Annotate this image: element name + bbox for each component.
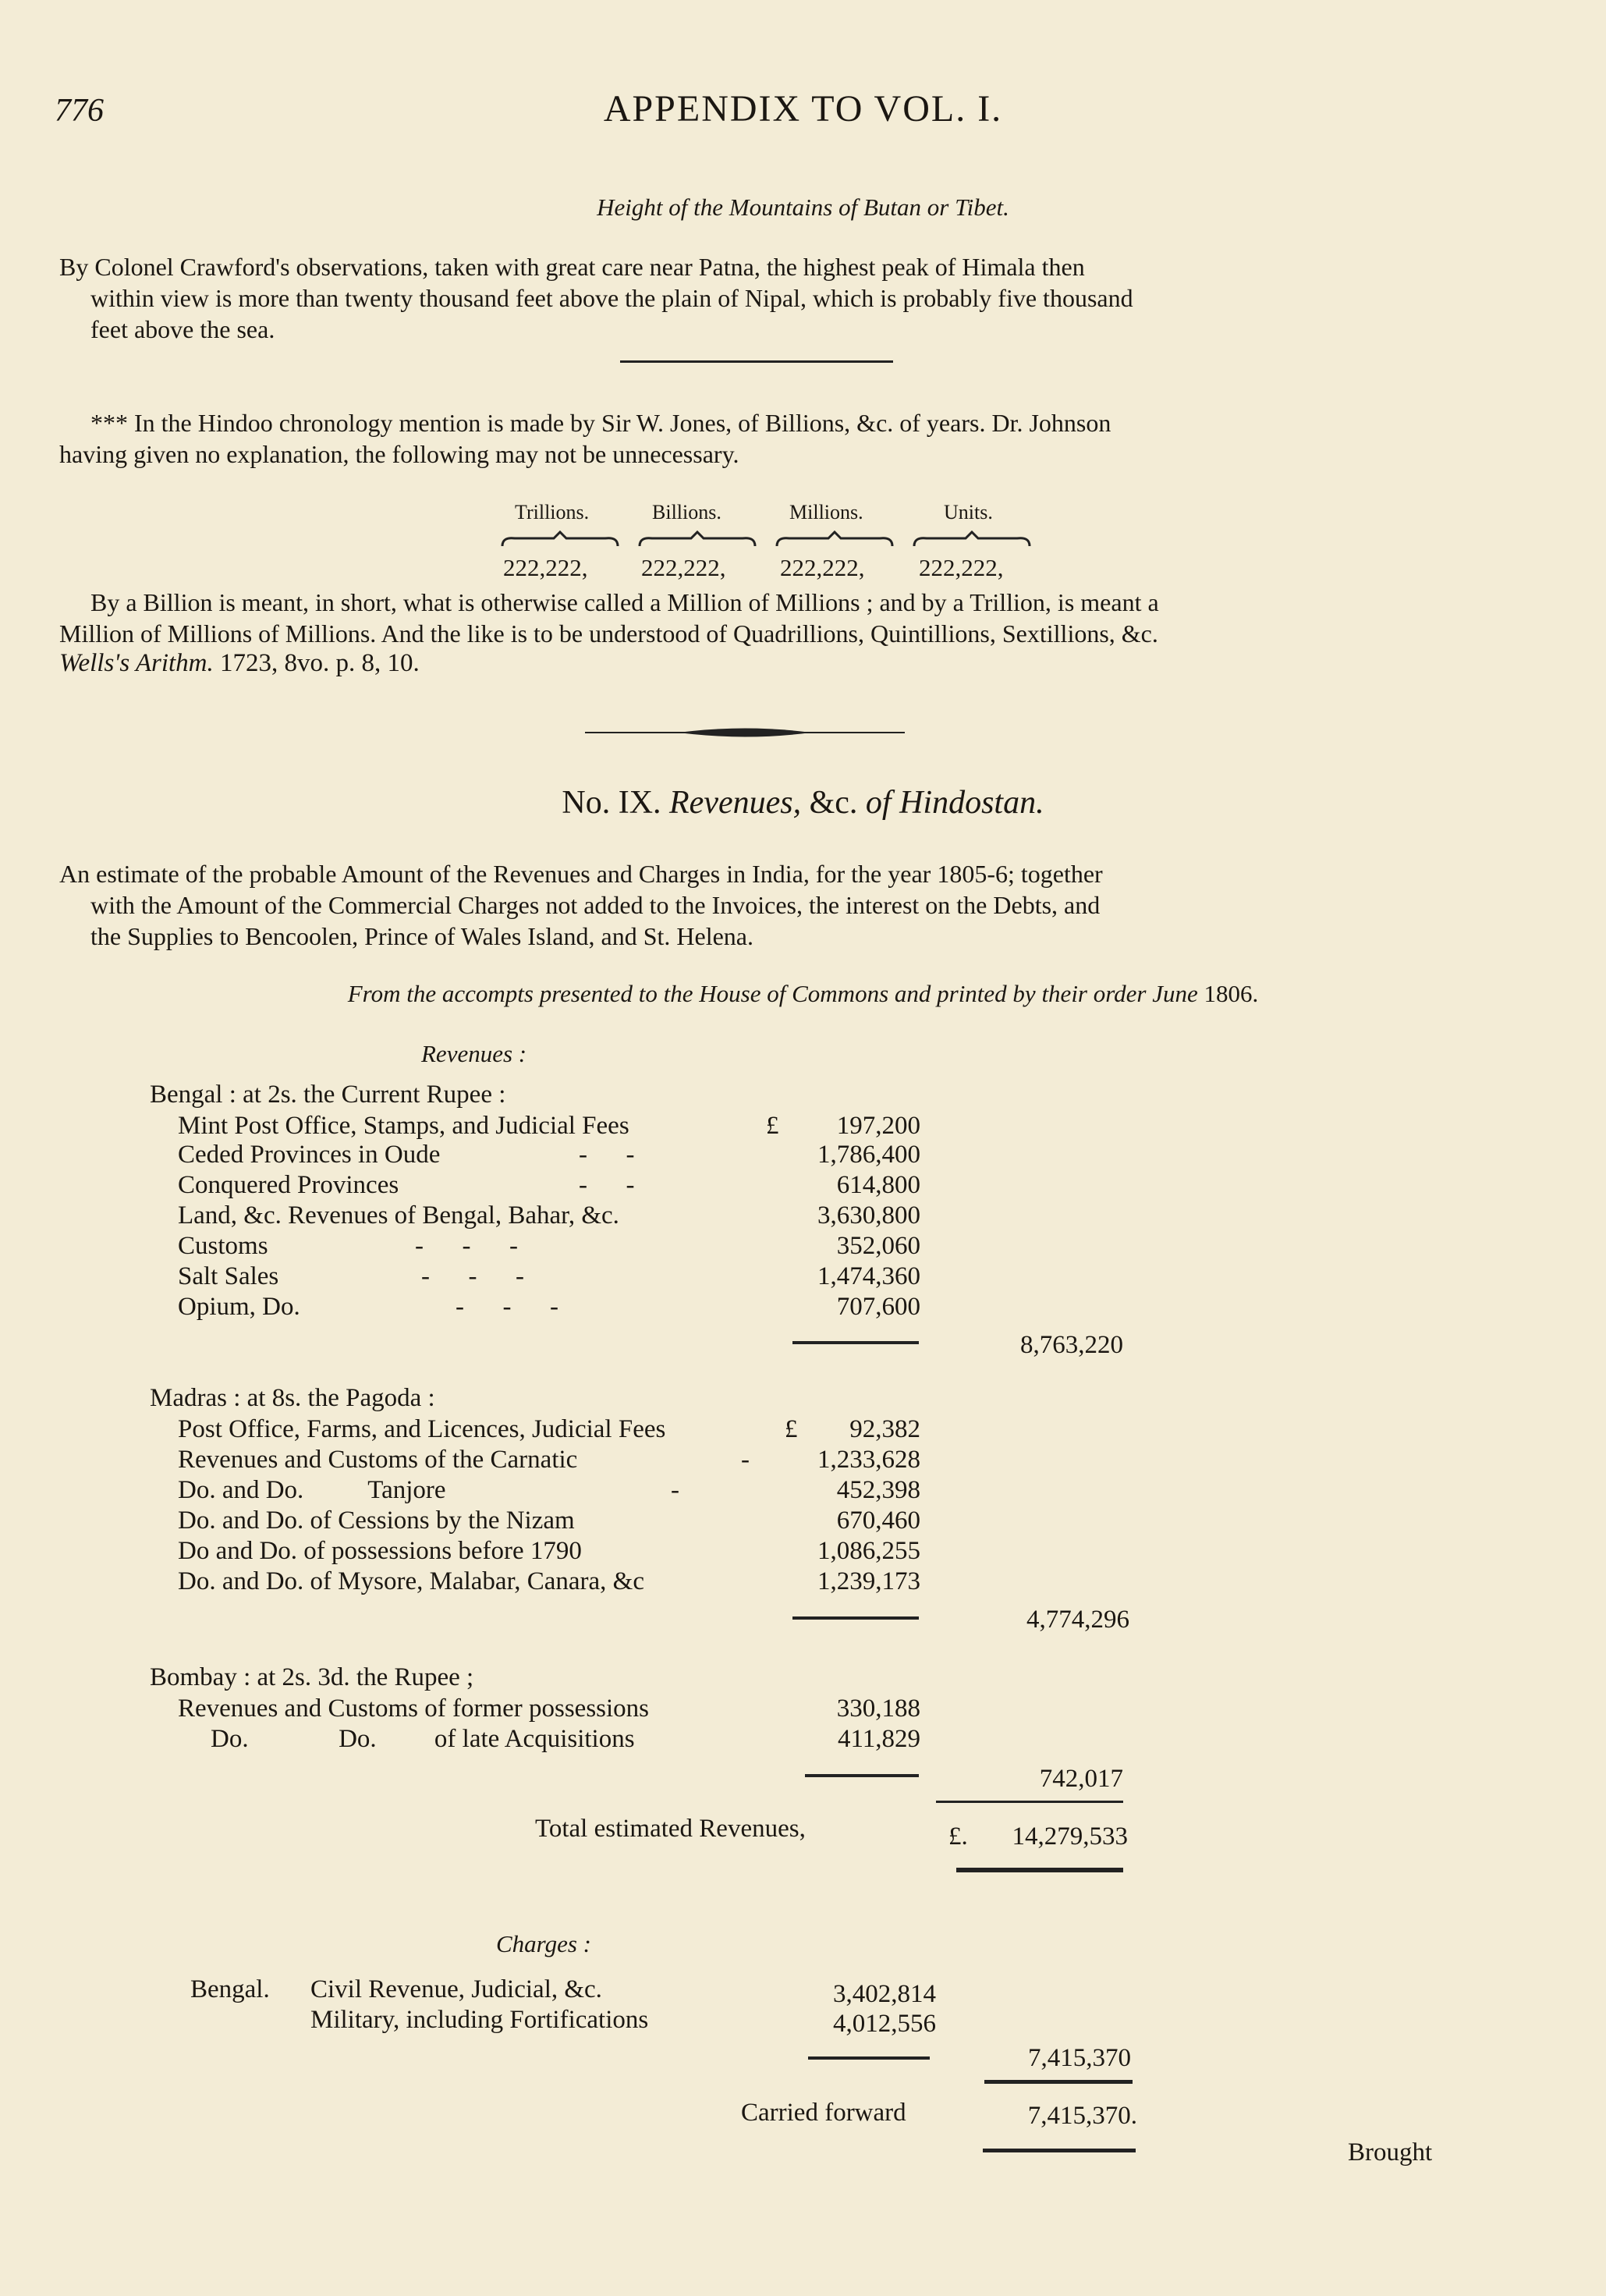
bengal-item-value: 614,800 — [836, 1171, 920, 1199]
madras-item-value: 452,398 — [836, 1476, 920, 1504]
citation — [59, 649, 420, 678]
revenues-heading: Revenues : — [421, 1040, 527, 1067]
madras-item-dots: - — [741, 1446, 750, 1474]
grand-total-double-rule — [956, 1868, 1123, 1872]
mountains-line-3: feet above the sea. — [90, 315, 275, 343]
estimate-line-2: with the Amount of the Commercial Charges not added to the Invoices, the interest on the Debts, and — [90, 891, 1101, 919]
estimate-line-1: An estimate of the probable Amount of the Revenues and Charges in India, for the year 1805-6; together — [59, 860, 1103, 888]
madras-item-dots: - — [671, 1476, 679, 1504]
section-rule — [620, 360, 893, 363]
madras-item-value: 92,382 — [849, 1415, 920, 1443]
bengal-total: 8,763,220 — [1020, 1331, 1123, 1359]
mountains-heading: Height of the Mountains of Butan or Tibet. — [597, 193, 1009, 221]
grand-total-currency: £. — [948, 1822, 968, 1851]
madras-item-value: 670,460 — [836, 1506, 920, 1535]
bengal-item-dots: - - — [579, 1141, 635, 1169]
source-italic: From the accompts presented to the House of Commons and printed by their order June — [347, 980, 1198, 1007]
bengal-item-dots: - - - — [415, 1232, 518, 1260]
charges-sum-rule — [808, 2056, 930, 2060]
running-title: APPENDIX TO VOL. I. — [603, 88, 1003, 130]
charges-item-value: 4,012,556 — [833, 2010, 936, 2038]
madras-item-name: Do. and Do. of Mysore, Malabar, Canara, &c — [178, 1567, 644, 1595]
catchword: Brought — [1348, 2138, 1433, 2166]
section-title-italic-1: Revenues, — [669, 785, 802, 821]
bengal-item-dots: - - — [579, 1171, 635, 1199]
madras-item-value: 1,086,255 — [817, 1537, 920, 1565]
carried-forward-label: Carried forward — [741, 2099, 906, 2127]
madras-item-value: 1,239,173 — [817, 1567, 920, 1595]
bombay-item-name: Revenues and Customs of former possessions — [178, 1694, 650, 1723]
bengal-item-dots: - - - — [456, 1293, 558, 1321]
ornamental-rule — [585, 724, 905, 741]
scale-label-units: Units. — [944, 501, 993, 523]
bengal-item-name: Mint Post Office, Stamps, and Judicial Fees — [178, 1112, 629, 1140]
carried-forward-value: 7,415,370. — [1027, 2102, 1137, 2130]
bengal-item-value: 707,600 — [836, 1293, 920, 1321]
madras-sum-rule — [792, 1616, 919, 1620]
mountains-line-2: within view is more than twenty thousand feet above the plain of Nipal, which is probably five thousand — [90, 284, 1133, 312]
bombay-item-name: Do. Do. of late Acquisitions — [211, 1725, 635, 1753]
grand-total-value: 14,279,533 — [1012, 1822, 1128, 1851]
page-number: 776 — [55, 93, 104, 129]
charges-region: Bengal. — [190, 1975, 270, 2003]
madras-item-name: Do. and Do. Tanjore — [178, 1476, 446, 1504]
scale-label-billions: Billions. — [652, 501, 721, 523]
section-title-mid: &c. — [801, 785, 866, 821]
scale-label-trillions: Trillions. — [515, 501, 590, 523]
bengal-item-value: 197,200 — [836, 1112, 920, 1140]
scale-number-3: 222,222, — [780, 554, 865, 581]
bombay-total: 742,017 — [1039, 1765, 1123, 1793]
citation-rest: 1723, 8vo. p. 8, 10. — [213, 649, 420, 677]
carried-forward-rule — [983, 2149, 1136, 2152]
charges-total: 7,415,370 — [1028, 2044, 1131, 2072]
madras-item-name: Do and Do. of possessions before 1790 — [178, 1537, 582, 1565]
charges-item-value: 3,402,814 — [833, 1980, 936, 2008]
bengal-item-name: Salt Sales — [178, 1262, 279, 1290]
madras-total: 4,774,296 — [1026, 1606, 1129, 1634]
bengal-label: Bengal : at 2s. the Current Rupee : — [150, 1081, 506, 1109]
madras-item-name: Post Office, Farms, and Licences, Judicial Fees — [178, 1415, 666, 1443]
bengal-item-name: Ceded Provinces in Oude — [178, 1141, 441, 1169]
bengal-item-currency: £ — [766, 1112, 779, 1140]
mountains-line-1: By Colonel Crawford's observations, taken with great care near Patna, the highest peak of Himala then — [59, 253, 1085, 281]
scale-braces — [499, 529, 1045, 551]
bengal-item-value: 1,474,360 — [817, 1262, 920, 1290]
bengal-item-value: 352,060 — [836, 1232, 920, 1260]
bombay-item-value: 411,829 — [837, 1725, 920, 1753]
madras-item-name: Revenues and Customs of the Carnatic — [178, 1446, 578, 1474]
section-number: No. IX. — [562, 785, 661, 821]
grand-total-label: Total estimated Revenues, — [535, 1815, 806, 1843]
bengal-item-name: Opium, Do. — [178, 1293, 300, 1321]
grand-total-top-rule — [936, 1801, 1123, 1803]
scale-label-millions: Millions. — [789, 501, 863, 523]
chronology-line-2: having given no explanation, the following may not be unnecessary. — [59, 440, 739, 468]
section-title-italic-2: of Hindostan. — [865, 785, 1044, 821]
scale-number-2: 222,222, — [641, 554, 726, 581]
source-note — [0, 980, 1606, 1008]
charges-item-name: Military, including Fortifications — [310, 2006, 649, 2034]
bengal-item-dots: - - - — [421, 1262, 524, 1290]
chronology-after-1: By a Billion is meant, in short, what is otherwise called a Million of Millions ; and by a Trillion, is meant a — [90, 588, 1159, 616]
madras-item-value: 1,233,628 — [817, 1446, 920, 1474]
scale-number-1: 222,222, — [503, 554, 588, 581]
bengal-item-value: 1,786,400 — [817, 1141, 920, 1169]
charges-heading: Charges : — [496, 1930, 591, 1957]
bengal-item-value: 3,630,800 — [817, 1201, 920, 1230]
scale-number-4: 222,222, — [919, 554, 1004, 581]
bombay-sum-rule — [805, 1774, 919, 1777]
bengal-item-name: Land, &c. Revenues of Bengal, Bahar, &c. — [178, 1201, 619, 1230]
bombay-item-value: 330,188 — [836, 1694, 920, 1723]
estimate-line-3: the Supplies to Bencoolen, Prince of Wales Island, and St. Helena. — [90, 922, 753, 950]
charges-item-name: Civil Revenue, Judicial, &c. — [310, 1975, 602, 2003]
madras-item-currency: £ — [785, 1415, 798, 1443]
citation-italic: Wells's Arithm. — [59, 649, 214, 677]
madras-item-name: Do. and Do. of Cessions by the Nizam — [178, 1506, 575, 1535]
bengal-item-name: Customs — [178, 1232, 268, 1260]
section-title — [0, 784, 1606, 822]
chronology-line-1: *** In the Hindoo chronology mention is made by Sir W. Jones, of Billions, &c. of years. Dr. Johnson — [90, 409, 1111, 437]
bengal-item-name: Conquered Provinces — [178, 1171, 399, 1199]
bengal-sum-rule — [792, 1341, 919, 1344]
chronology-after-2: Million of Millions of Millions. And the like is to be understood of Quadrillions, Quintillions, Sextillions, &c. — [59, 619, 1158, 648]
charges-double-rule — [984, 2080, 1133, 2084]
bombay-label: Bombay : at 2s. 3d. the Rupee ; — [150, 1663, 474, 1691]
source-year: 1806. — [1197, 980, 1259, 1007]
madras-label: Madras : at 8s. the Pagoda : — [150, 1384, 435, 1412]
